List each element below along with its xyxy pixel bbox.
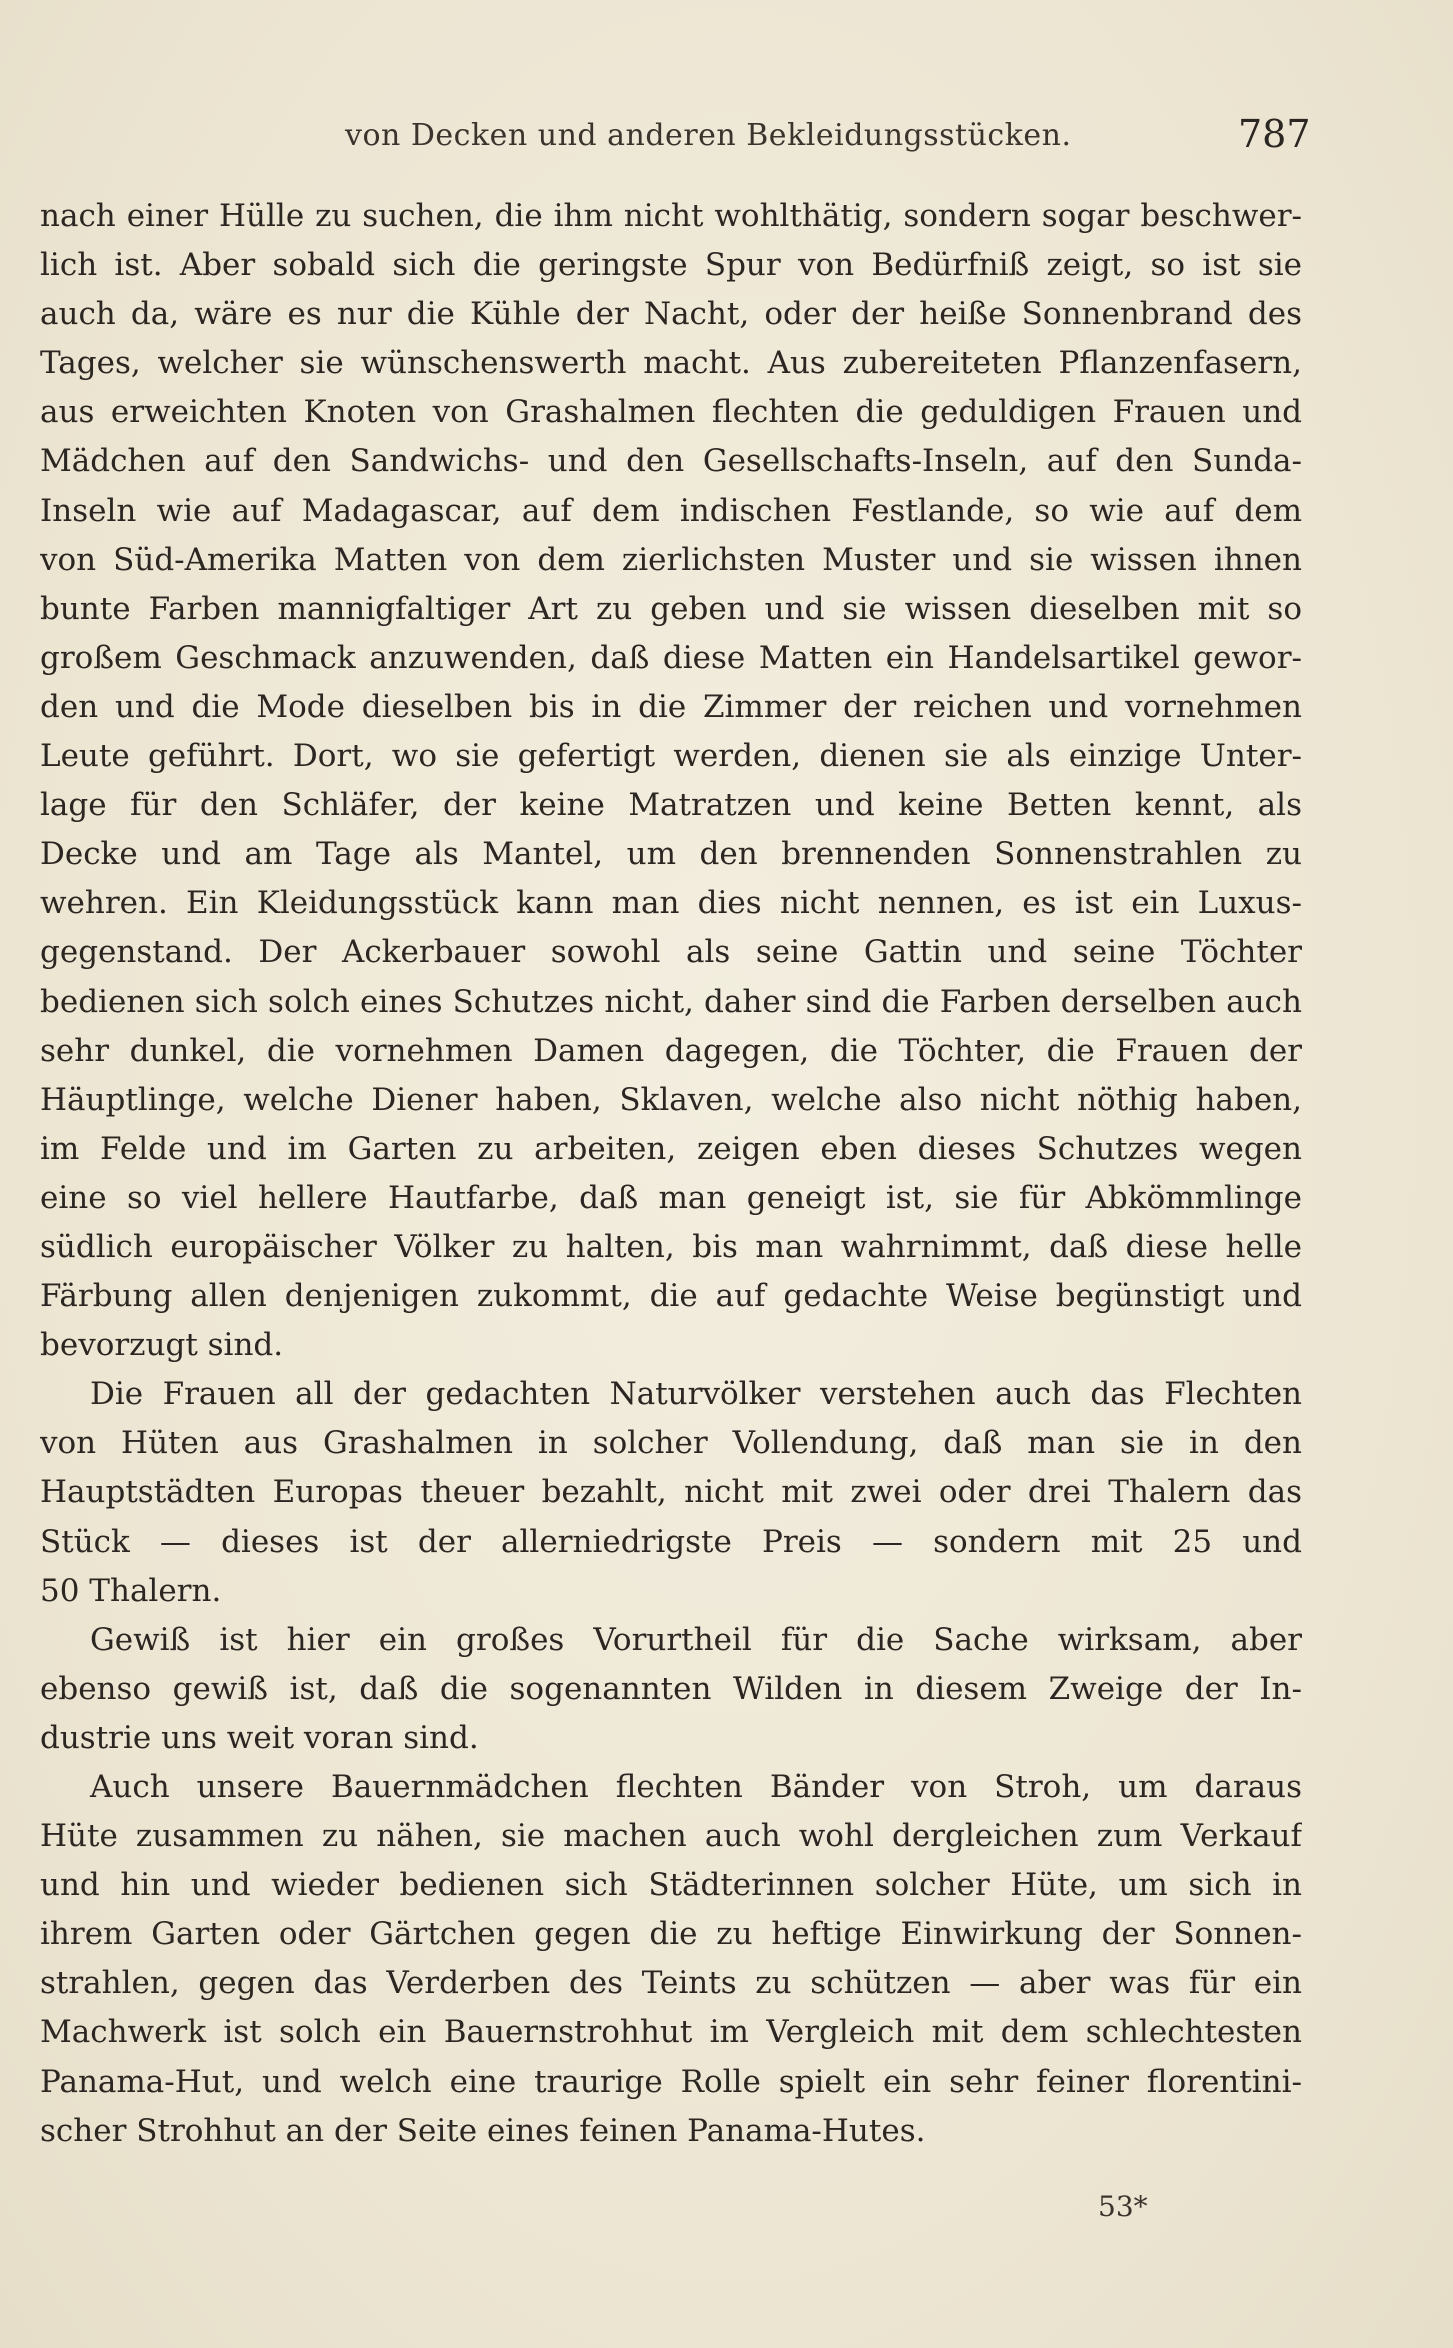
running-head <box>0 112 1453 168</box>
text-line: Die Frauen all der gedachten Naturvölker verstehen auch das Flechten <box>90 1376 1302 1413</box>
text-line: Hüte zusammen zu nähen, sie machen auch wohl dergleichen zum Verkauf <box>40 1818 1302 1855</box>
text-line: Hauptstädten Europas theuer bezahlt, nicht mit zwei oder drei Thalern das <box>40 1474 1302 1511</box>
text-line: sehr dunkel, die vornehmen Damen dagegen, die Töchter, die Frauen der <box>40 1032 1302 1069</box>
text-line: Mädchen auf den Sandwichs- und den Gesellschafts-Inseln, auf den Sunda- <box>40 443 1302 480</box>
text-line: Tages, welcher sie wünschenswerth macht. Aus zubereiteten Pflanzenfasern, <box>40 345 1302 382</box>
text-line: im Felde und im Garten zu arbeiten, zeigen eben dieses Schutzes wegen <box>40 1130 1302 1167</box>
page-number: 787 <box>1238 112 1311 156</box>
text-line: nach einer Hülle zu suchen, die ihm nicht wohlthätig, sondern sogar beschwer- <box>40 198 1302 234</box>
text-line: von Hüten aus Grashalmen in solcher Vollendung, daß man sie in den <box>40 1425 1302 1462</box>
running-title: von Decken und anderen Bekleidungsstücken. <box>345 118 1072 153</box>
text-line: bunte Farben mannigfaltiger Art zu geben und sie wissen dieselben mit so <box>40 590 1302 627</box>
text-line: Auch unsere Bauernmädchen flechten Bänder von Stroh, um daraus <box>90 1769 1302 1805</box>
text-line: bevorzugt sind. <box>40 1327 284 1364</box>
body-text <box>40 192 1302 2156</box>
text-line: Gewiß ist hier ein großes Vorurtheil für die Sache wirksam, aber <box>90 1621 1302 1658</box>
text-line: Leute geführt. Dort, wo sie gefertigt werden, dienen sie als einzige Unter- <box>40 738 1302 775</box>
text-line: Decke und am Tage als Mantel, um den brennenden Sonnenstrahlen zu <box>40 836 1302 873</box>
text-line: Panama-Hut, und welch eine traurige Rolle spielt ein sehr feiner florentini- <box>40 2063 1302 2100</box>
text-line: strahlen, gegen das Verderben des Teints zu schützen — aber was für ein <box>40 1965 1302 2002</box>
text-line: auch da, wäre es nur die Kühle der Nacht, oder der heiße Sonnenbrand des <box>40 296 1302 333</box>
signature-mark: 53* <box>1098 2190 1148 2223</box>
text-line: südlich europäischer Völker zu halten, bis man wahrnimmt, daß diese helle <box>40 1228 1302 1265</box>
text-line: gegenstand. Der Ackerbauer sowohl als seine Gattin und seine Töchter <box>40 934 1302 971</box>
text-line: wehren. Ein Kleidungsstück kann man dies nicht nennen, es ist ein Luxus- <box>40 885 1302 922</box>
text-line: und hin und wieder bedienen sich Städterinnen solcher Hüte, um sich in <box>40 1867 1302 1904</box>
text-line: eine so viel hellere Hautfarbe, daß man geneigt ist, sie für Abkömmlinge <box>40 1179 1302 1216</box>
text-line: 50 Thalern. <box>40 1572 222 1609</box>
text-line: großem Geschmack anzuwenden, daß diese Matten ein Handelsartikel gewor- <box>40 639 1302 676</box>
text-line: den und die Mode dieselben bis in die Zimmer der reichen und vornehmen <box>40 688 1302 725</box>
text-line: Häuptlinge, welche Diener haben, Sklaven, welche also nicht nöthig haben, <box>40 1081 1302 1118</box>
text-line: lich ist. Aber sobald sich die geringste Spur von Bedürfniß zeigt, so ist sie <box>40 247 1302 284</box>
text-line: Inseln wie auf Madagascar, auf dem indischen Festlande, so wie auf dem <box>40 492 1302 529</box>
text-line: Machwerk ist solch ein Bauernstrohhut im Vergleich mit dem schlechtesten <box>40 2014 1302 2051</box>
text-line: lage für den Schläfer, der keine Matratzen und keine Betten kennt, als <box>40 787 1302 824</box>
text-line: dustrie uns weit voran sind. <box>40 1719 479 1756</box>
text-line: Stück — dieses ist der allerniedrigste Preis — sondern mit 25 und <box>40 1523 1302 1560</box>
text-line: aus erweichten Knoten von Grashalmen flechten die geduldigen Frauen und <box>40 394 1302 431</box>
text-line: scher Strohhut an der Seite eines feinen Panama-Hutes. <box>40 2112 926 2149</box>
text-line: ebenso gewiß ist, daß die sogenannten Wilden in diesem Zweige der In- <box>40 1670 1302 1707</box>
text-line: Färbung allen denjenigen zukommt, die auf gedachte Weise begünstigt und <box>40 1278 1302 1315</box>
text-line: bedienen sich solch eines Schutzes nicht, daher sind die Farben derselben auch <box>40 983 1302 1020</box>
text-line: ihrem Garten oder Gärtchen gegen die zu heftige Einwirkung der Sonnen- <box>40 1916 1302 1953</box>
text-line: von Süd-Amerika Matten von dem zierlichsten Muster und sie wissen ihnen <box>40 541 1302 578</box>
